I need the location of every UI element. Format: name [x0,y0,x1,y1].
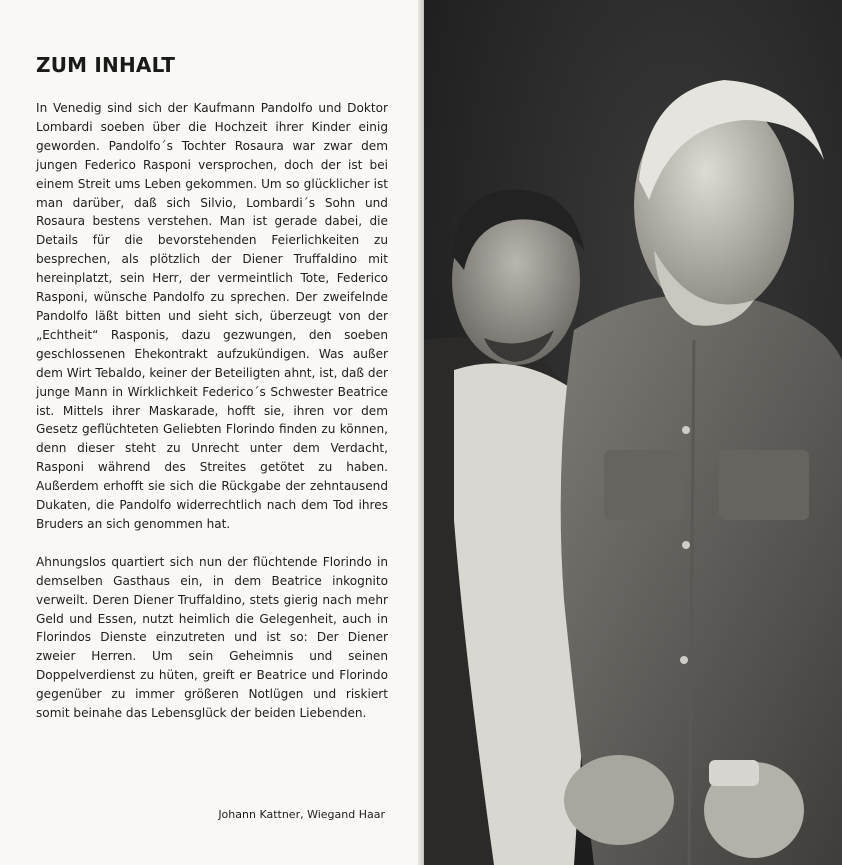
actors-photo [424,0,842,865]
section-heading: ZUM INHALT [36,53,176,77]
old-man-hand-left [564,755,674,845]
shirt-pocket-right [719,450,809,520]
shirt-pocket-left [604,450,684,520]
photo-caption: Johann Kattner, Wiegand Haar [218,808,385,821]
wristwatch [709,760,759,786]
synopsis-text [36,99,388,723]
synopsis-paragraph-1: In Venedig sind sich der Kaufmann Pandolfo und Doktor Lombardi soeben über die Hochzeit ihrer Kinder einig geworden. Pandolfo´s Tochter Rosaura war zwar dem jungen Federico Rasponi versprochen, doch der ist bei einem Streit ums Leben gekommen. Um so glücklicher ist man darüber, daß sich Silvio, Lombardi´s Sohn und Rosaura bestens verstehen. Man ist gerade dabei, die Details für die bevorstehenden Feierlichkeiten zu besprechen, als plötzlich der Diener Truffaldino mit hereinplatzt, sein Herr, der vermeintlich Tote, Federico Rasponi, wünsche Pandolfo zu sprechen. Der zweifelnde Pandolfo läßt bitten und sieht sich, überzeugt von der „Echtheit“ Rasponis, dazu gezwungen, den soeben geschlossenen Ehekontrakt aufzukündigen. Was außer dem Wirt Tebaldo, keiner der Beteiligten ahnt, ist, daß der junge Mann in Wirklichkeit Federico´s Schwester Beatrice ist. Mittels ihrer Maskarade, hofft sie, ihren vor dem Gesetz geflüchteten Geliebten Florindo finden zu können, denn dieser steht zu Unrecht unter dem Verdacht, Rasponi während des Streites getötet zu haben. Außerdem erhofft sie sich die Rückgabe der zehntausend Dukaten, die Pandolfo widerrechtlich nach dem Tod ihres Bruders an sich genommen hat. [36,101,388,531]
synopsis-paragraph-2: Ahnungslos quartiert sich nun der flüchtende Florindo in demselben Gasthaus ein, in dem Beatrice inkognito verweilt. Deren Diener Truffaldino, stets gierig nach mehr Geld und Essen, nutzt heimlich die Gelegenheit, auch in Florindos Dienste einzutreten und ist so: Der Diener zweier Herren. Um sein Geheimnis und seinen Doppelverdienst zu hüten, greift er Beatrice und Florindo gegenüber zu immer größeren Notlügen und riskiert somit beinahe das Lebensglück der beiden Liebenden. [36,554,388,721]
